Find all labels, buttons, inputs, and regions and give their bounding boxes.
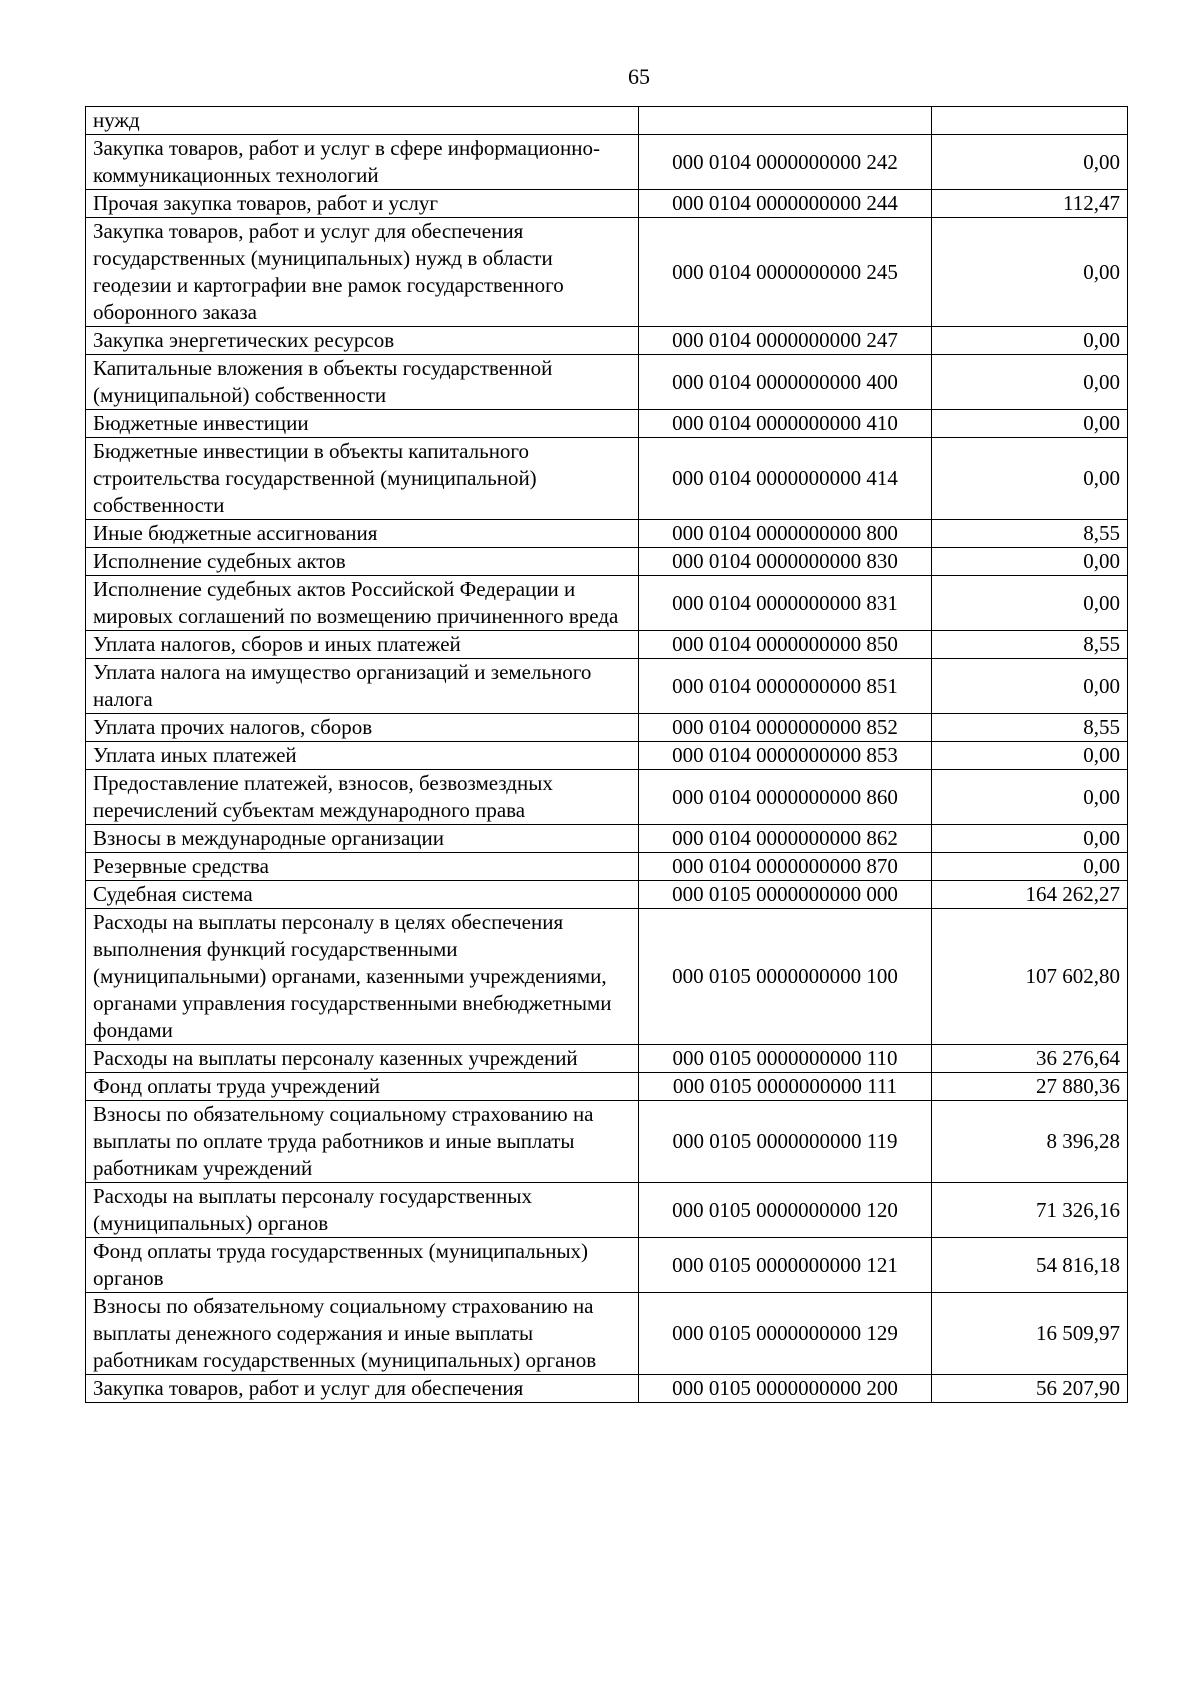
row-name-cell: Резервные средства [86,853,639,881]
row-code-cell: 000 0104 0000000000 860 [639,770,932,825]
table-row [86,355,1128,410]
row-code-cell: 000 0104 0000000000 247 [639,327,932,355]
row-amount-cell: 0,00 [932,218,1128,327]
row-amount-cell: 112,47 [932,190,1128,218]
row-name-cell: Фонд оплаты труда учреждений [86,1073,639,1101]
row-name-cell: Предоставление платежей, взносов, безвозмездных перечислений субъектам международного права [86,770,639,825]
row-amount-cell: 0,00 [932,135,1128,190]
row-code-cell: 000 0104 0000000000 853 [639,742,932,770]
row-code-cell: 000 0105 0000000000 119 [639,1101,932,1183]
table-body [86,107,1128,1403]
row-code-cell: 000 0104 0000000000 245 [639,218,932,327]
table-row [86,327,1128,355]
row-code-cell: 000 0105 0000000000 100 [639,909,932,1045]
row-code-cell [639,107,932,135]
row-amount-cell: 0,00 [932,355,1128,410]
row-code-cell: 000 0105 0000000000 111 [639,1073,932,1101]
row-code-cell: 000 0104 0000000000 831 [639,576,932,631]
table-row [86,714,1128,742]
row-amount-cell: 56 207,90 [932,1375,1128,1403]
row-name-cell: Закупка энергетических ресурсов [86,327,639,355]
row-name-cell: Уплата прочих налогов, сборов [86,714,639,742]
row-name-cell: Закупка товаров, работ и услуг для обеспечения [86,1375,639,1403]
table-row [86,659,1128,714]
row-amount-cell: 0,00 [932,548,1128,576]
table-row [86,438,1128,520]
row-name-cell: нужд [86,107,639,135]
row-amount-cell: 164 262,27 [932,881,1128,909]
row-amount-cell: 0,00 [932,438,1128,520]
row-code-cell: 000 0105 0000000000 120 [639,1183,932,1238]
table-row [86,909,1128,1045]
row-name-cell: Бюджетные инвестиции [86,410,639,438]
table-row [86,1293,1128,1375]
row-name-cell: Исполнение судебных актов Российской Федерации и мировых соглашений по возмещению причиненного вреда [86,576,639,631]
table-row [86,107,1128,135]
table-row [86,190,1128,218]
row-amount-cell: 0,00 [932,659,1128,714]
row-name-cell: Фонд оплаты труда государственных (муниципальных) органов [86,1238,639,1293]
row-name-cell: Расходы на выплаты персоналу государственных (муниципальных) органов [86,1183,639,1238]
table-row [86,631,1128,659]
table-row [86,1101,1128,1183]
table-row [86,825,1128,853]
table-row [86,548,1128,576]
table-row [86,1183,1128,1238]
row-amount-cell: 0,00 [932,770,1128,825]
row-code-cell: 000 0105 0000000000 129 [639,1293,932,1375]
row-name-cell: Взносы по обязательному социальному страхованию на выплаты по оплате труда работников и иные выплаты работникам учреждений [86,1101,639,1183]
row-code-cell: 000 0104 0000000000 800 [639,520,932,548]
row-amount-cell [932,107,1128,135]
row-code-cell: 000 0104 0000000000 242 [639,135,932,190]
row-amount-cell: 54 816,18 [932,1238,1128,1293]
row-name-cell: Прочая закупка товаров, работ и услуг [86,190,639,218]
table-row [86,1073,1128,1101]
row-name-cell: Бюджетные инвестиции в объекты капитального строительства государственной (муниципальной) собственности [86,438,639,520]
row-name-cell: Взносы в международные организации [86,825,639,853]
table-row [86,1375,1128,1403]
row-name-cell: Взносы по обязательному социальному страхованию на выплаты денежного содержания и иные выплаты работникам государственных (муниципальных) органов [86,1293,639,1375]
row-amount-cell: 8 396,28 [932,1101,1128,1183]
row-code-cell: 000 0104 0000000000 850 [639,631,932,659]
row-amount-cell: 27 880,36 [932,1073,1128,1101]
row-code-cell: 000 0105 0000000000 200 [639,1375,932,1403]
row-amount-cell: 36 276,64 [932,1045,1128,1073]
row-code-cell: 000 0104 0000000000 851 [639,659,932,714]
row-amount-cell: 16 509,97 [932,1293,1128,1375]
row-name-cell: Исполнение судебных актов [86,548,639,576]
row-amount-cell: 107 602,80 [932,909,1128,1045]
row-code-cell: 000 0105 0000000000 000 [639,881,932,909]
row-amount-cell: 0,00 [932,576,1128,631]
row-code-cell: 000 0104 0000000000 830 [639,548,932,576]
row-code-cell: 000 0104 0000000000 400 [639,355,932,410]
table-row [86,218,1128,327]
row-name-cell: Судебная система [86,881,639,909]
row-code-cell: 000 0104 0000000000 410 [639,410,932,438]
row-code-cell: 000 0104 0000000000 862 [639,825,932,853]
row-name-cell: Уплата налога на имущество организаций и земельного налога [86,659,639,714]
row-amount-cell: 0,00 [932,825,1128,853]
row-name-cell: Капитальные вложения в объекты государственной (муниципальной) собственности [86,355,639,410]
row-name-cell: Расходы на выплаты персоналу в целях обеспечения выполнения функций государственными (муниципальными) органами, казенными учреждениями, органами управления государственными внебюджетными фондами [86,909,639,1045]
row-amount-cell: 0,00 [932,742,1128,770]
row-code-cell: 000 0104 0000000000 870 [639,853,932,881]
table-row [86,770,1128,825]
row-code-cell: 000 0105 0000000000 121 [639,1238,932,1293]
row-name-cell: Расходы на выплаты персоналу казенных учреждений [86,1045,639,1073]
row-amount-cell: 8,55 [932,714,1128,742]
table-row [86,410,1128,438]
table-row [86,1045,1128,1073]
row-amount-cell: 8,55 [932,631,1128,659]
row-code-cell: 000 0105 0000000000 110 [639,1045,932,1073]
row-code-cell: 000 0104 0000000000 414 [639,438,932,520]
table-row [86,881,1128,909]
table-row [86,576,1128,631]
page-number: 65 [628,64,650,89]
row-amount-cell: 0,00 [932,410,1128,438]
table-row [86,853,1128,881]
row-amount-cell: 71 326,16 [932,1183,1128,1238]
row-name-cell: Уплата иных платежей [86,742,639,770]
row-name-cell: Уплата налогов, сборов и иных платежей [86,631,639,659]
row-amount-cell: 0,00 [932,327,1128,355]
row-code-cell: 000 0104 0000000000 852 [639,714,932,742]
row-amount-cell: 0,00 [932,853,1128,881]
row-name-cell: Иные бюджетные ассигнования [86,520,639,548]
row-amount-cell: 8,55 [932,520,1128,548]
row-name-cell: Закупка товаров, работ и услуг в сфере информационно-коммуникационных технологий [86,135,639,190]
budget-table [85,106,1128,1403]
table-row [86,742,1128,770]
table-row [86,520,1128,548]
row-name-cell: Закупка товаров, работ и услуг для обеспечения государственных (муниципальных) нужд в области геодезии и картографии вне рамок государственного оборонного заказа [86,218,639,327]
table-row [86,135,1128,190]
table-row [86,1238,1128,1293]
row-code-cell: 000 0104 0000000000 244 [639,190,932,218]
